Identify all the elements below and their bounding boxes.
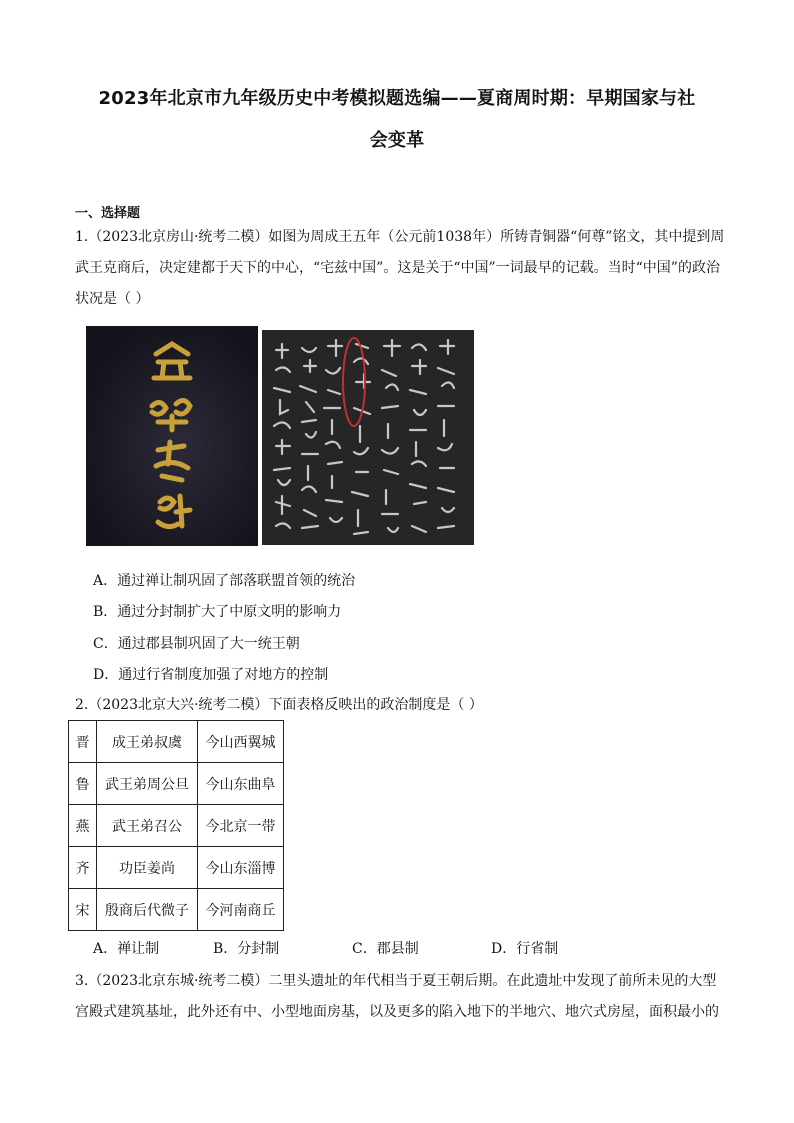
document-title [60,78,734,162]
table-row [69,763,284,805]
inscription-rubbing [262,330,474,545]
inscription-photo [86,326,258,546]
table-row [69,805,284,847]
fiefdom-table [68,720,284,931]
rubbing-graphic [262,330,474,545]
q1-option-a[interactable]: A．通过禅让制巩固了部落联盟首领的统治 [93,573,356,589]
table-cell: 功臣姜尚 [97,847,198,889]
table-cell: 武王弟周公旦 [97,763,198,805]
table-cell: 宋 [69,889,97,931]
q2-option-c[interactable]: C．郡县制 [352,941,419,957]
q2-option-d[interactable]: D．行省制 [491,941,559,957]
table-cell: 今北京一带 [198,805,284,847]
table-cell: 今山西翼城 [198,721,284,763]
q1-option-b[interactable]: B．通过分封制扩大了中原文明的影响力 [93,604,342,620]
table-row [69,721,284,763]
table-cell: 成王弟叔虞 [97,721,198,763]
q2-stem: 2.（2023北京大兴·统考二模）下面表格反映出的政治制度是（ ） [75,697,483,713]
q1-option-c[interactable]: C．通过郡县制巩固了大一统王朝 [93,636,300,652]
q1-stem-line-3: 状况是（ ） [75,291,150,307]
table-cell: 武王弟召公 [97,805,198,847]
table-cell: 齐 [69,847,97,889]
table-row [69,889,284,931]
q3-stem-line-2: 宫殿式建筑基址，此外还有中、小型地面房基，以及更多的陷入地下的半地穴、地穴式房屋，面积最小的 [75,1004,719,1020]
q1-option-d[interactable]: D．通过行省制度加强了对地方的控制 [93,667,329,683]
q3-stem-line-1: 3.（2023北京东城·统考二模）二里头遗址的年代相当于夏王朝后期。在此遗址中发现了前所未见的大型 [75,973,717,989]
table-cell: 殷商后代微子 [97,889,198,931]
q1-stem-line-2: 武王克商后，决定建都于天下的中心，“宅兹中国”。这是关于“中国”一词最早的记载。当时“中国”的政治 [75,260,720,276]
gold-characters-graphic [86,326,258,546]
title-line-1: 2023年北京市九年级历史中考模拟题选编——夏商周时期：早期国家与社 [98,88,696,109]
section-heading: 一、选择题 [75,206,141,221]
table-cell: 晋 [69,721,97,763]
table-cell: 今山东曲阜 [198,763,284,805]
table-cell: 今山东淄博 [198,847,284,889]
q1-stem-line-1: 1.（2023北京房山·统考二模）如图为周成王五年（公元前1038年）所铸青铜器“何尊”铭文，其中提到周 [75,229,725,245]
table-row [69,847,284,889]
table-cell: 鲁 [69,763,97,805]
q2-option-b[interactable]: B．分封制 [213,941,280,957]
title-line-2: 会变革 [369,130,425,151]
q2-option-a[interactable]: A．禅让制 [93,941,160,957]
table-cell: 今河南商丘 [198,889,284,931]
table-cell: 燕 [69,805,97,847]
